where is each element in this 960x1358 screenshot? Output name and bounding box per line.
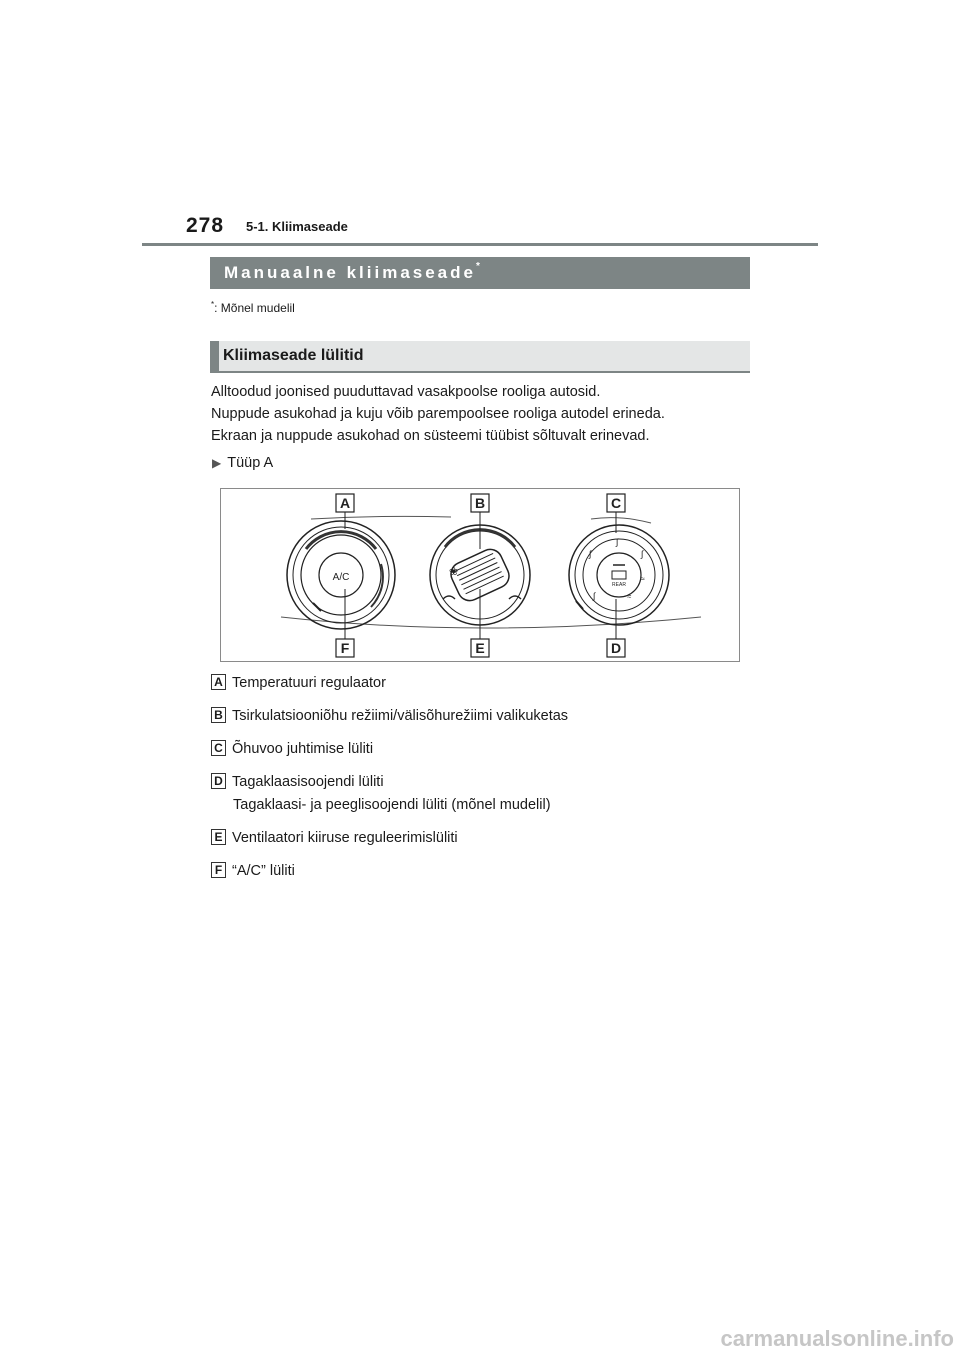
title-bar: [210, 257, 750, 289]
foot-defrost-icon: ≈: [641, 576, 645, 583]
type-heading: [212, 455, 273, 471]
footnote-text: : Mõnel mudelil: [214, 301, 295, 315]
legend-key: B: [211, 707, 226, 723]
intro-line: Nuppude asukohad ja kuju võib parempoolsee rooliga autodel erineda.: [211, 406, 665, 422]
header-rule: [142, 243, 818, 246]
svg-text:E: E: [475, 640, 485, 656]
legend-text: Tagaklaasisoojendi lüliti: [232, 774, 384, 790]
subheading-accent-bar: [210, 341, 219, 371]
airflow-mode-knob: [569, 525, 669, 625]
legend-item-b: [211, 708, 568, 724]
intro-line: Alltoodud joonised puuduttavad vasakpoolse rooliga autosid.: [211, 384, 601, 400]
ac-button: [333, 572, 350, 583]
triangle-bullet-icon: ▶: [212, 456, 222, 470]
legend-key: C: [211, 740, 226, 756]
callout-b: [471, 494, 489, 512]
fan-icon: ❀: [449, 565, 459, 578]
page-title: [224, 263, 480, 283]
subheading: [210, 341, 750, 373]
legend-item-f: [211, 863, 295, 879]
title-footnote-marker: *: [475, 261, 480, 273]
windshield-defrost-icon: ≈: [627, 592, 632, 601]
svg-text:B: B: [474, 495, 486, 511]
legend-item-d: [211, 774, 384, 790]
svg-text:F: F: [340, 640, 350, 656]
legend-text: Õhuvoo juhtimise lüliti: [232, 741, 374, 757]
footnote: [211, 300, 295, 315]
callout-a: [336, 494, 354, 512]
page-number: 278: [186, 214, 225, 237]
svg-text:A: A: [339, 495, 351, 511]
legend-subtext-d: Tagaklaasi- ja peeglisoojendi lüliti (mõnel mudelil): [233, 797, 551, 813]
legend-key: A: [211, 674, 226, 690]
callout-d: [607, 639, 625, 657]
subheading-text: Kliimaseade lülitid: [223, 347, 364, 364]
callout-c: [607, 494, 625, 512]
section-label: 5-1. Kliimaseade: [246, 219, 348, 234]
rear-defogger-label: REAR: [612, 582, 626, 588]
legend-key: F: [211, 862, 226, 878]
page-title-text: Manuaalne kliimaseade: [224, 263, 476, 282]
legend-text: Tsirkulatsiooniõhu režiimi/välisõhurežiimi valikuketas: [232, 708, 569, 724]
footnote-marker: *: [211, 300, 215, 309]
legend-text: “A/C” lüliti: [232, 863, 295, 879]
svg-text:D: D: [610, 640, 622, 656]
legend-item-e: [211, 830, 458, 846]
legend-text: Ventilaatori kiiruse reguleerimislüliti: [232, 830, 458, 846]
intro-line: Ekraan ja nuppude asukohad on süsteemi tüübist sõltuvalt erinevad.: [211, 428, 650, 444]
outside-air-icon: [509, 596, 521, 599]
intro-paragraph: [211, 381, 665, 447]
legend-key: E: [211, 829, 226, 845]
recirculation-icon: [443, 596, 455, 599]
legend-text: Temperatuuri regulaator: [232, 675, 386, 691]
climate-control-figure: [220, 488, 740, 662]
ac-button-label: A/C: [332, 572, 350, 583]
legend-key: D: [211, 773, 226, 789]
side-vent-icon: ∫: [593, 591, 596, 601]
legend-item-c: [211, 741, 373, 757]
svg-text:C: C: [610, 495, 622, 511]
watermark: carmanualsonline.info: [720, 1326, 954, 1351]
climate-panel-illustration: [221, 489, 739, 661]
bilevel-vent-icon: ∫: [616, 537, 619, 547]
foot-vent-icon: ∫: [641, 549, 644, 559]
legend-item-a: [211, 675, 386, 691]
callout-e: [471, 639, 489, 657]
callout-f: [336, 639, 354, 657]
type-label: Tüüp A: [227, 455, 274, 471]
face-vent-icon: ∫: [589, 549, 592, 559]
